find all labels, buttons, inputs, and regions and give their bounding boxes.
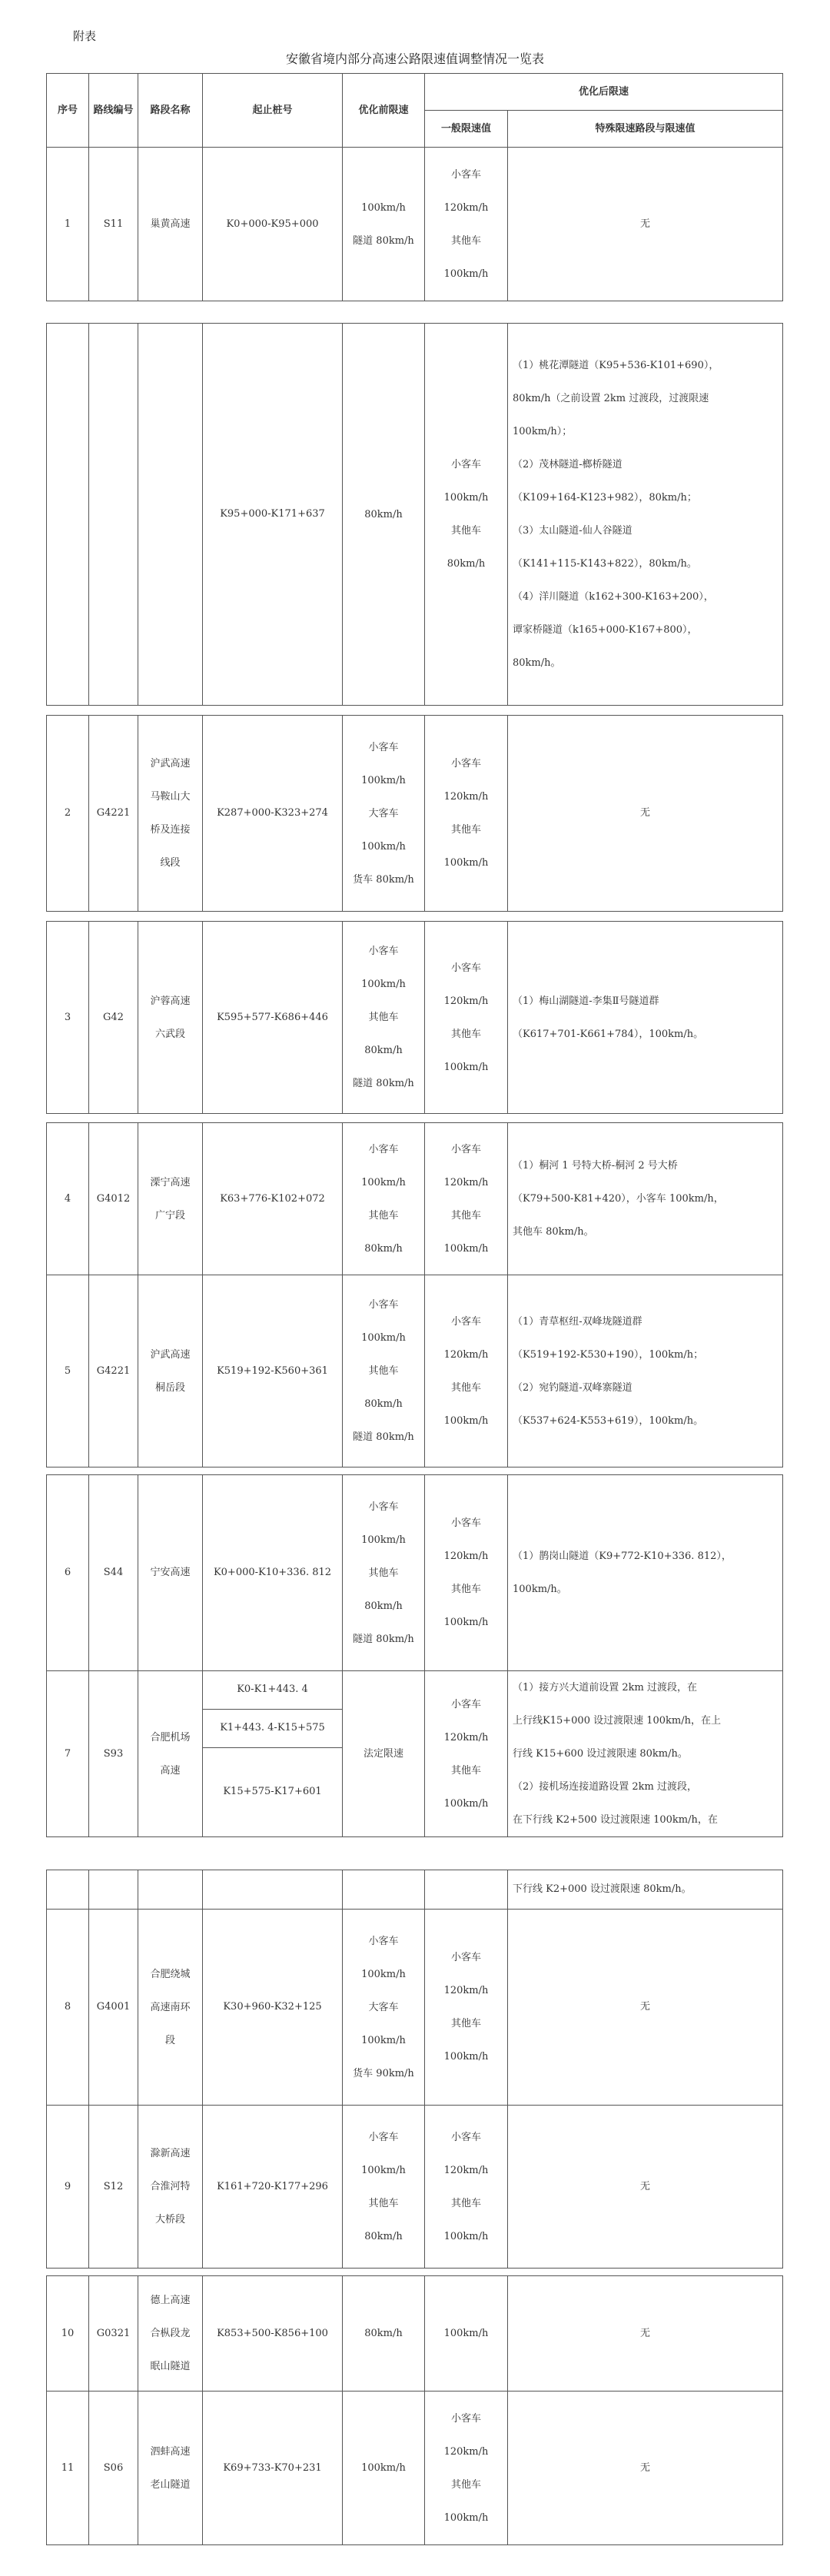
table-row: [47, 1475, 783, 1671]
cell-line: 100km/h: [361, 840, 406, 853]
cell-line: 沪蓉高速: [150, 995, 191, 1007]
cell-line: 高速南环: [150, 2001, 191, 2013]
speed-limit-table-part5: [46, 1122, 783, 1467]
cell-special: 无: [508, 2392, 783, 2545]
cell-name: [138, 2392, 203, 2545]
cell-line: 100km/h: [443, 1061, 489, 1073]
cell-general: [425, 1123, 508, 1275]
cell-seq: 2: [47, 716, 89, 912]
cell-before: [343, 2392, 425, 2545]
cell-line: 桥及连接: [150, 824, 191, 836]
cell-line: 小客车: [368, 1501, 399, 1513]
cell-line: 100km/h: [361, 1534, 406, 1546]
table-row: [47, 1123, 783, 1275]
cell-special: [508, 1475, 783, 1671]
cell-line: 120km/h: [443, 791, 489, 803]
annex-label: 附表: [73, 29, 97, 43]
cell-code: G4221: [89, 1275, 138, 1467]
cell-line: 其他车: [450, 2478, 481, 2491]
cell-code: G4221: [89, 716, 138, 912]
cell-general: [425, 922, 508, 1114]
cell-special: 无: [508, 1910, 783, 2106]
cell-line: 其他车 80km/h。: [513, 1226, 594, 1238]
header-route-code: 路线编号: [89, 74, 138, 148]
table-row: [47, 2276, 783, 2392]
cell-line: 小客车: [450, 459, 481, 470]
cell-line: 货车 80km/h: [353, 873, 414, 886]
cell-line: 小客车: [450, 1143, 481, 1155]
cell-stake: K1+443. 4-K15+575: [203, 1709, 343, 1747]
cell-general: [425, 1671, 508, 1837]
cell-stake: K63+776-K102+072: [203, 1123, 343, 1275]
cell-special: [508, 922, 783, 1114]
header-special: 特殊限速路段与限速值: [508, 111, 783, 148]
cell-line: 其他车: [368, 1209, 399, 1222]
cell-line: 大桥段: [154, 2214, 185, 2225]
cell-line: 隧道 80km/h: [353, 1633, 414, 1645]
cell-line: 80km/h: [364, 1600, 403, 1612]
cell-stake: K15+575-K17+601: [203, 1747, 343, 1836]
cell-special: 无: [508, 2106, 783, 2269]
cell-name: [138, 2106, 203, 2269]
cell-special: [508, 324, 783, 706]
cell-special: 无: [508, 2276, 783, 2392]
cell-line: 100km/h: [443, 492, 489, 504]
cell-line: 80km/h（之前设置 2km 过渡段，过渡限速: [513, 393, 709, 404]
cell-line: （1）青草枢纽-双峰垅隧道群: [513, 1315, 642, 1328]
cell-line: （1）桐河 1 号特大桥-桐河 2 号大桥: [513, 1160, 678, 1172]
cell-line: 小客车: [368, 1143, 399, 1155]
cell-line: 小客车: [368, 741, 399, 753]
cell-line: 小客车: [368, 2131, 399, 2143]
cell-general: [425, 1275, 508, 1467]
cell-line: （2）接机场连接道路设置 2km 过渡段，: [513, 1781, 698, 1793]
cell-stake: K0+000-K10+336. 812: [203, 1475, 343, 1671]
cell-line: 滁新高速: [150, 2148, 191, 2159]
cell-line: 桐岳段: [154, 1381, 185, 1394]
cell-line: 六武段: [154, 1028, 185, 1040]
table-title: 安徽省境内部分高速公路限速值调整情况一览表: [285, 52, 544, 66]
cell-line: 120km/h: [443, 1731, 489, 1743]
cell-line: 其他车: [450, 234, 481, 247]
cell-code: S44: [89, 1475, 138, 1671]
cell-line: 小客车: [368, 1299, 399, 1311]
cell-line: 100km/h: [443, 2511, 489, 2524]
cell-line: （1）桃花潭隧道（K95+536-K101+690），: [513, 360, 719, 371]
header-after: 优化后限速: [425, 74, 783, 111]
cell-line: 其他车: [368, 1365, 399, 1377]
cell-line: 行线 K15+600 设过渡限速 80km/h。: [513, 1748, 688, 1760]
cell-line: 隧道 80km/h: [353, 1078, 414, 1089]
cell-general: [425, 148, 508, 301]
cell-line: 100km/h: [443, 1797, 489, 1810]
cell-special: [508, 1123, 783, 1275]
cell-line: 100km/h: [443, 268, 489, 280]
cell-line: 小客车: [368, 1935, 399, 1947]
cell-seq: 7: [47, 1671, 89, 1837]
cell-before: [343, 324, 425, 706]
cell-seq: 3: [47, 922, 89, 1114]
table-row: [47, 716, 783, 912]
cell-line: 上行线K15+000 设过渡限速 100km/h，在上: [513, 1715, 721, 1727]
cell-line: 其他车: [450, 1381, 481, 1394]
speed-limit-table-part8: [46, 2275, 783, 2545]
cell-line: 120km/h: [443, 1176, 489, 1188]
cell-before: [343, 922, 425, 1114]
cell-line: 其他车: [368, 1567, 399, 1579]
cell-general: [425, 1475, 508, 1671]
cell-line: 100km/h: [361, 2164, 406, 2176]
cell-line: 小客车: [450, 2131, 481, 2143]
cell-line: 100km/h）；: [513, 426, 573, 437]
cell-stake: K95+000-K171+637: [203, 324, 343, 706]
cell-line: 其他车: [450, 2018, 481, 2029]
header-stake: 起止桩号: [203, 74, 343, 148]
cell-code: S06: [89, 2392, 138, 2545]
cell-line: 80km/h: [364, 2230, 403, 2242]
cell-line: 合肥机场: [150, 1731, 191, 1743]
cell-line: （K79+500-K81+420），小客车 100km/h，: [513, 1193, 724, 1205]
cell-line: （K141+115-K143+822），80km/h。: [513, 558, 697, 570]
cell-name: 宁安高速: [138, 1475, 203, 1671]
cell-line: 隧道 80km/h: [353, 1431, 414, 1443]
cell-line: 100km/h: [361, 2462, 406, 2474]
cell-line: 广宁段: [154, 1209, 185, 1222]
cell-line: 溧宁高速: [150, 1176, 191, 1188]
cell-before: [343, 2106, 425, 2269]
table-row: [47, 1870, 783, 1910]
cell-special: 无: [508, 148, 783, 301]
cell-line: 100km/h: [361, 1176, 406, 1188]
cell-line: 其他车: [450, 1028, 481, 1040]
table-row: [47, 2392, 783, 2545]
cell-code: S11: [89, 148, 138, 301]
cell-line: （2）茂林隧道-榔桥隧道: [513, 459, 622, 470]
cell-line: 合淮河特: [150, 2181, 191, 2192]
cell-before: [343, 2276, 425, 2392]
cell-seq: 6: [47, 1475, 89, 1671]
cell-name: [138, 1123, 203, 1275]
cell-line: 老山隧道: [150, 2478, 191, 2491]
speed-limit-table-part3: [46, 715, 783, 912]
cell-before: 法定限速: [343, 1671, 425, 1837]
cell-seq: 5: [47, 1275, 89, 1467]
cell-stake: K0+000-K95+000: [203, 148, 343, 301]
cell-general: [425, 2276, 508, 2392]
speed-limit-table-part7: [46, 1870, 783, 2269]
cell-line: 120km/h: [443, 2164, 489, 2176]
cell-line: 其他车: [450, 1584, 481, 1595]
cell-before: [343, 148, 425, 301]
cell-line: 货车 90km/h: [353, 2067, 414, 2079]
cell-line: 大客车: [368, 2001, 399, 2013]
cell-line: 在下行线 K2+500 设过渡限速 100km/h，在: [513, 1814, 718, 1826]
cell-name: [138, 922, 203, 1114]
cell-line: （K109+164-K123+982），80km/h；: [513, 492, 697, 504]
cell-line: 其他车: [368, 1012, 399, 1023]
cell-general: [425, 1910, 508, 2106]
cell-line: 小客车: [450, 2412, 481, 2425]
cell-code: S93: [89, 1671, 138, 1837]
cell-line: （K617+701-K661+784），100km/h。: [513, 1028, 704, 1040]
cell-seq: 1: [47, 148, 89, 301]
cell-before: [343, 1275, 425, 1467]
cell-stake: K0-K1+443. 4: [203, 1671, 343, 1710]
cell-general: [425, 2392, 508, 2545]
cell-stake: K595+577-K686+446: [203, 922, 343, 1114]
cell-line: 合枞段龙: [150, 2328, 191, 2339]
cell-line: 其他车: [450, 525, 481, 537]
cell-stake: K853+500-K856+100: [203, 2276, 343, 2392]
cell-line: 合肥绕城: [150, 1968, 191, 1980]
cell-name: [138, 2276, 203, 2392]
cell-line: 小客车: [450, 1517, 481, 1529]
cell-seq: 4: [47, 1123, 89, 1275]
cell-line: 大客车: [368, 807, 399, 819]
cell-line: 100km/h。: [513, 1584, 567, 1595]
header-road-name: 路段名称: [138, 74, 203, 148]
cell-line: 线段: [160, 857, 181, 869]
cell-special: [508, 1671, 783, 1837]
cell-line: 小客车: [450, 1698, 481, 1710]
cell-line: 120km/h: [443, 2445, 489, 2458]
cell-line: 高速: [160, 1764, 181, 1777]
cell-line: 100km/h: [361, 774, 406, 786]
cell-line: 100km/h: [443, 857, 489, 869]
cell-name: 巢黄高速: [138, 148, 203, 301]
speed-limit-table-part6: [46, 1474, 783, 1837]
cell-line: 100km/h: [361, 201, 406, 214]
cell-stake: K30+960-K32+125: [203, 1910, 343, 2106]
cell-line: （1）接方兴大道前设置 2km 过渡段，在: [513, 1682, 698, 1694]
cell-line: 其他车: [450, 824, 481, 836]
table-row: [47, 148, 783, 301]
cell-line: 100km/h: [443, 1414, 489, 1427]
cell-stake: K287+000-K323+274: [203, 716, 343, 912]
cell-line: 80km/h: [364, 508, 403, 520]
cell-line: 小客车: [450, 758, 481, 769]
cell-line: 120km/h: [443, 201, 489, 214]
cell-code: G4012: [89, 1123, 138, 1275]
table-row: [47, 324, 783, 706]
cell-before: [343, 1910, 425, 2106]
cell-name: [138, 1275, 203, 1467]
cell-special: [508, 1275, 783, 1467]
cell-line: 其他车: [450, 1764, 481, 1777]
cell-seq: 11: [47, 2392, 89, 2545]
cell-code: G4001: [89, 1910, 138, 2106]
cell-line: 马鞍山大: [150, 791, 191, 803]
cell-line: （4）洋川隧道（k162+300-K163+200），: [513, 591, 714, 603]
cell-name: [138, 716, 203, 912]
cell-before: [343, 716, 425, 912]
cell-line: 隧道 80km/h: [353, 234, 414, 247]
table-row: [47, 1275, 783, 1467]
cell-line: 100km/h: [443, 2230, 489, 2242]
cell-line: 80km/h: [364, 1045, 403, 1056]
cell-general: [425, 2106, 508, 2269]
cell-line: 其他车: [368, 2197, 399, 2209]
table-row: [47, 2106, 783, 2269]
cell-line: 100km/h: [443, 2328, 489, 2339]
cell-line: 其他车: [450, 2197, 481, 2209]
cell-line: 100km/h: [361, 2034, 406, 2046]
cell-line: 120km/h: [443, 1985, 489, 1996]
cell-before: [343, 1123, 425, 1275]
table-row: [47, 1910, 783, 2106]
cell-line: 其他车: [450, 1209, 481, 1222]
header-seq: 序号: [47, 74, 89, 148]
cell-line: 80km/h: [364, 1242, 403, 1255]
cell-line: 80km/h: [364, 1398, 403, 1410]
cell-line: 谭家桥隧道（k165+000-K167+800），: [513, 624, 698, 636]
cell-line: 德上高速: [150, 2295, 191, 2306]
cell-line: 80km/h: [447, 558, 486, 570]
table-row: [47, 922, 783, 1114]
cell-line: 沪武高速: [150, 1348, 191, 1361]
cell-stake: K161+720-K177+296: [203, 2106, 343, 2269]
cell-line: 80km/h。: [513, 657, 561, 669]
cell-line: （1）梅山湖隧道-李集Ⅱ号隧道群: [513, 995, 659, 1007]
cell-line: 80km/h: [364, 2328, 403, 2339]
cell-line: 泗蚌高速: [150, 2445, 191, 2458]
cell-stake: K69+733-K70+231: [203, 2392, 343, 2545]
cell-special: 无: [508, 716, 783, 912]
table-row: [47, 1671, 783, 1710]
cell-stake: K519+192-K560+361: [203, 1275, 343, 1467]
cell-seq: 9: [47, 2106, 89, 2269]
cell-special-cont: 下行线 K2+000 设过渡限速 80km/h。: [508, 1870, 783, 1910]
cell-line: 100km/h: [443, 2051, 489, 2062]
cell-line: 100km/h: [361, 1968, 406, 1980]
cell-line: （K537+624-K553+619），100km/h。: [513, 1414, 704, 1427]
cell-code: G0321: [89, 2276, 138, 2392]
cell-seq: 10: [47, 2276, 89, 2392]
cell-code: S12: [89, 2106, 138, 2269]
cell-line: 眠山隧道: [150, 2361, 191, 2372]
cell-line: 小客车: [450, 168, 481, 181]
cell-line: 小客车: [450, 1952, 481, 1963]
cell-line: 100km/h: [443, 1617, 489, 1628]
cell-line: （2）宛钓隧道-双峰寨隧道: [513, 1381, 632, 1394]
speed-limit-table-part4: [46, 921, 783, 1114]
speed-limit-table-part2: [46, 323, 783, 706]
cell-line: 100km/h: [361, 979, 406, 990]
cell-line: 小客车: [450, 1315, 481, 1328]
cell-line: 120km/h: [443, 1551, 489, 1562]
cell-line: 段: [164, 2034, 175, 2046]
cell-line: （1）鹊岗山隧道（K9+772-K10+336. 812），: [513, 1551, 732, 1562]
cell-line: 沪武高速: [150, 758, 191, 769]
cell-general: [425, 324, 508, 706]
cell-line: （K519+192-K530+190），100km/h；: [513, 1348, 704, 1361]
cell-general: [425, 716, 508, 912]
speed-limit-table: [46, 73, 783, 301]
cell-name: [138, 1910, 203, 2106]
cell-line: 100km/h: [361, 1332, 406, 1344]
cell-code: G42: [89, 922, 138, 1114]
cell-line: 120km/h: [443, 995, 489, 1007]
cell-line: 小客车: [450, 962, 481, 974]
cell-before: [343, 1475, 425, 1671]
header-before: 优化前限速: [343, 74, 425, 148]
cell-line: 100km/h: [443, 1242, 489, 1255]
cell-line: （3）太山隧道-仙人谷隧道: [513, 525, 632, 537]
cell-line: 小客车: [368, 946, 399, 957]
cell-line: 120km/h: [443, 1348, 489, 1361]
cell-seq: 8: [47, 1910, 89, 2106]
header-general: 一般限速值: [425, 111, 508, 148]
cell-name: [138, 1671, 203, 1837]
